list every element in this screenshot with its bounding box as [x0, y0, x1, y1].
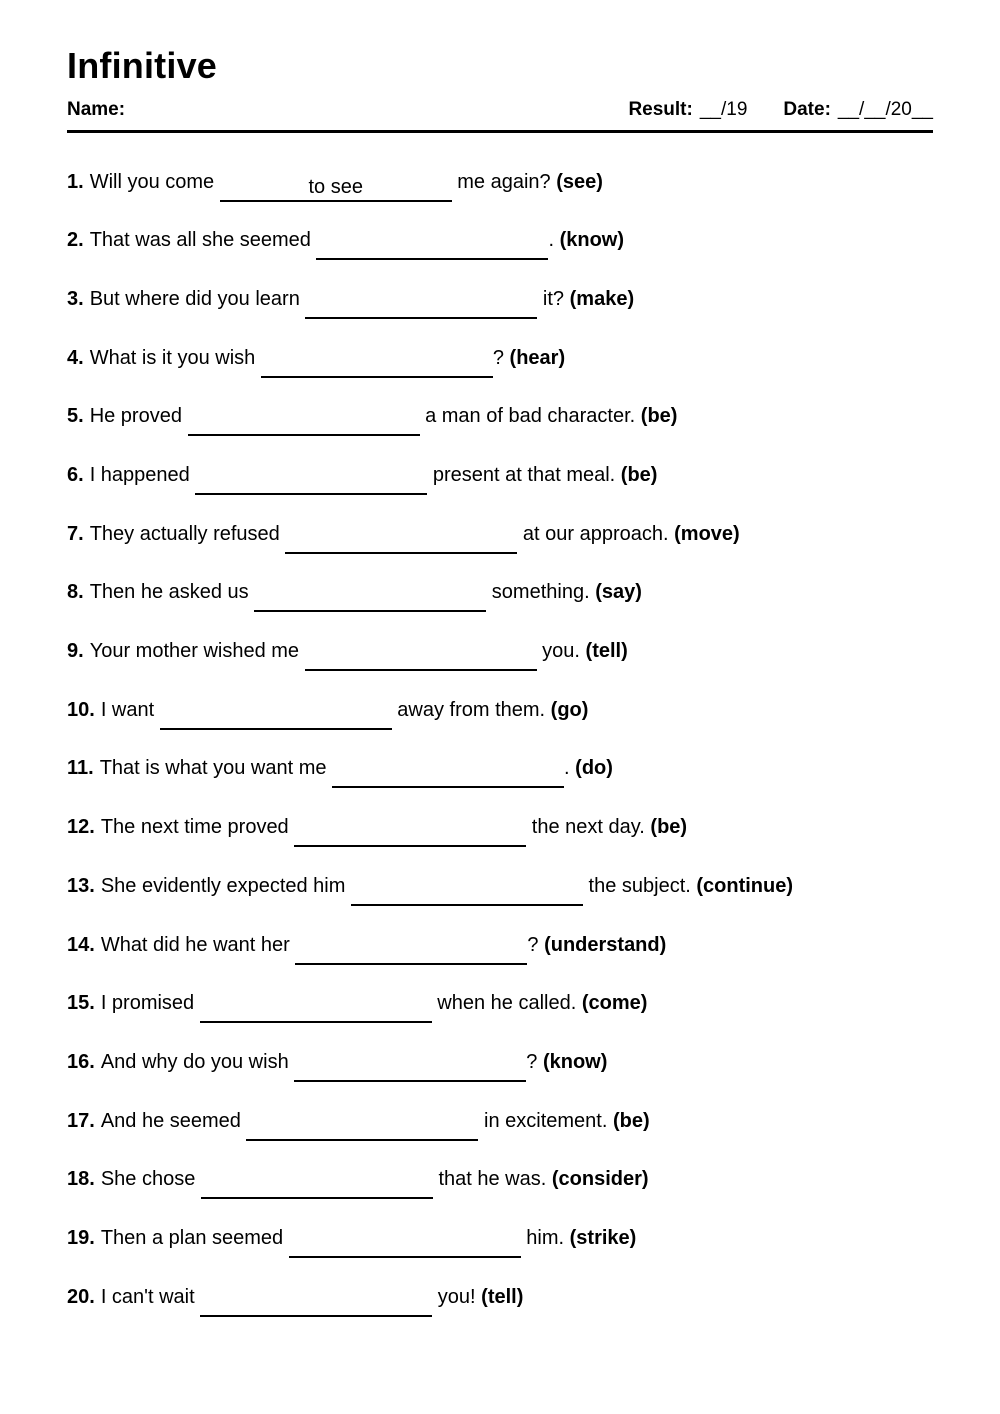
question-text-before: What did he want her — [100, 933, 296, 956]
question-number: 1. — [67, 170, 84, 193]
question-text-after: that he was. — [432, 1168, 552, 1191]
answer-blank[interactable] — [261, 352, 493, 378]
question-text-after: ? — [492, 346, 510, 369]
question-text-after: ? — [527, 933, 545, 956]
question-number: 18. — [67, 1168, 95, 1191]
answer-blank[interactable] — [201, 1173, 433, 1199]
answer-blank[interactable] — [200, 1291, 432, 1317]
question-number: 4. — [67, 346, 84, 369]
question-text-before: I happened — [89, 464, 196, 487]
name-label: Name: — [67, 98, 126, 120]
worksheet-header — [67, 99, 933, 121]
verb-hint: (tell) — [585, 640, 628, 663]
question-row — [67, 698, 933, 757]
question-number: 6. — [67, 464, 84, 487]
verb-hint: (go) — [550, 698, 589, 721]
verb-hint: (know) — [542, 1050, 608, 1073]
question-number: 8. — [67, 581, 84, 604]
question-row — [67, 580, 933, 639]
question-text-after: at our approach. — [517, 522, 675, 545]
question-row — [67, 1167, 933, 1226]
question-text-after: . — [548, 229, 560, 252]
question-text-before: I can't wait — [100, 1285, 201, 1308]
answer-text: to see — [308, 175, 363, 198]
verb-hint: (consider) — [551, 1168, 649, 1191]
question-text-before: The next time proved — [100, 816, 295, 839]
question-text-before: She evidently expected him — [100, 874, 351, 897]
question-text-before: I promised — [100, 992, 200, 1015]
verb-hint: (strike) — [569, 1226, 637, 1249]
question-row — [67, 170, 933, 229]
question-text-after: in excitement. — [478, 1109, 613, 1132]
answer-blank[interactable] — [294, 821, 526, 847]
question-text-before: What is it you wish — [89, 346, 261, 369]
question-text-before: She chose — [100, 1168, 201, 1191]
question-text-before: I want — [100, 698, 160, 721]
question-text-after: something. — [486, 581, 596, 604]
question-text-before: They actually refused — [89, 522, 286, 545]
question-text-before: Your mother wished me — [89, 640, 305, 663]
question-number: 20. — [67, 1285, 95, 1308]
question-row — [67, 991, 933, 1050]
verb-hint: (be) — [612, 1109, 650, 1132]
verb-hint: (continue) — [696, 874, 794, 897]
verb-hint: (be) — [640, 405, 678, 428]
question-row — [67, 1285, 933, 1344]
answer-blank[interactable] — [351, 880, 583, 906]
answer-blank[interactable] — [332, 762, 564, 788]
question-number: 10. — [67, 698, 95, 721]
question-text-after: me again? — [451, 170, 557, 193]
answer-blank[interactable] — [195, 469, 427, 495]
question-text-before: But where did you learn — [89, 287, 306, 310]
question-text-before: Will you come — [89, 170, 220, 193]
question-row — [67, 1226, 933, 1285]
question-row — [67, 404, 933, 463]
question-text-after: the subject. — [582, 874, 697, 897]
question-number: 12. — [67, 816, 95, 839]
header-rule — [67, 130, 933, 133]
verb-hint: (say) — [595, 581, 642, 604]
question-text-after: . — [564, 757, 576, 780]
answer-blank[interactable] — [305, 293, 537, 319]
question-text-after: away from them. — [391, 698, 551, 721]
page-title: Infinitive — [67, 45, 218, 86]
name-field[interactable] — [67, 99, 125, 121]
question-text-before: And he seemed — [100, 1109, 247, 1132]
answer-blank[interactable] — [220, 176, 452, 202]
question-text-before: And why do you wish — [100, 1050, 295, 1073]
verb-hint: (hear) — [509, 346, 566, 369]
question-text-before: That was all she seemed — [89, 229, 317, 252]
question-text-after: him. — [520, 1226, 570, 1249]
question-number: 17. — [67, 1109, 95, 1132]
verb-hint: (be) — [620, 464, 658, 487]
question-text-before: Then a plan seemed — [100, 1226, 289, 1249]
question-row — [67, 1050, 933, 1109]
question-row — [67, 815, 933, 874]
verb-hint: (understand) — [544, 933, 667, 956]
question-text-after: the next day. — [526, 816, 651, 839]
question-number: 3. — [67, 287, 84, 310]
verb-hint: (tell) — [481, 1285, 524, 1308]
answer-blank[interactable] — [305, 645, 537, 671]
date-label: Date: — [783, 98, 831, 120]
answer-blank[interactable] — [295, 939, 527, 965]
question-text-after: ? — [526, 1050, 543, 1073]
answer-blank[interactable] — [200, 997, 432, 1023]
answer-blank[interactable] — [160, 704, 392, 730]
question-number: 5. — [67, 405, 84, 428]
result-label: Result: — [628, 98, 693, 120]
question-row — [67, 228, 933, 287]
question-number: 9. — [67, 640, 84, 663]
question-text-after: when he called. — [431, 992, 582, 1015]
question-number: 14. — [67, 933, 95, 956]
question-row — [67, 1109, 933, 1168]
question-row — [67, 874, 933, 933]
verb-hint: (do) — [575, 757, 613, 780]
question-text-after: a man of bad character. — [419, 405, 641, 428]
answer-blank[interactable] — [316, 234, 548, 260]
question-row — [67, 463, 933, 522]
question-text-before: That is what you want me — [99, 757, 333, 780]
question-number: 15. — [67, 992, 95, 1015]
question-row — [67, 756, 933, 815]
question-number: 16. — [67, 1050, 95, 1073]
question-number: 19. — [67, 1226, 95, 1249]
question-number: 11. — [67, 757, 94, 780]
question-number: 13. — [67, 874, 95, 897]
answer-blank[interactable] — [246, 1115, 478, 1141]
result-date-group — [628, 99, 933, 121]
question-row — [67, 287, 933, 346]
verb-hint: (move) — [674, 522, 740, 545]
question-text-before: Then he asked us — [89, 581, 255, 604]
question-row — [67, 639, 933, 698]
question-row — [67, 933, 933, 992]
question-row — [67, 346, 933, 405]
answer-blank[interactable] — [188, 410, 420, 436]
question-number: 7. — [67, 522, 84, 545]
question-row — [67, 522, 933, 581]
answer-blank[interactable] — [294, 1056, 526, 1082]
verb-hint: (know) — [559, 229, 625, 252]
question-text-after: you. — [536, 640, 586, 663]
question-text-before: He proved — [89, 405, 188, 428]
question-text-after: present at that meal. — [427, 464, 621, 487]
answer-blank[interactable] — [285, 528, 517, 554]
question-text-after: it? — [537, 287, 570, 310]
answer-blank[interactable] — [289, 1232, 521, 1258]
verb-hint: (be) — [650, 816, 688, 839]
question-text-after: you! — [432, 1285, 482, 1308]
result-value[interactable]: __/19 — [699, 98, 748, 120]
question-number: 2. — [67, 229, 84, 252]
question-list — [67, 170, 933, 1344]
verb-hint: (see) — [556, 170, 603, 193]
answer-blank[interactable] — [254, 586, 486, 612]
verb-hint: (make) — [569, 287, 635, 310]
date-value[interactable]: __/__/20__ — [837, 98, 933, 120]
verb-hint: (come) — [581, 992, 648, 1015]
